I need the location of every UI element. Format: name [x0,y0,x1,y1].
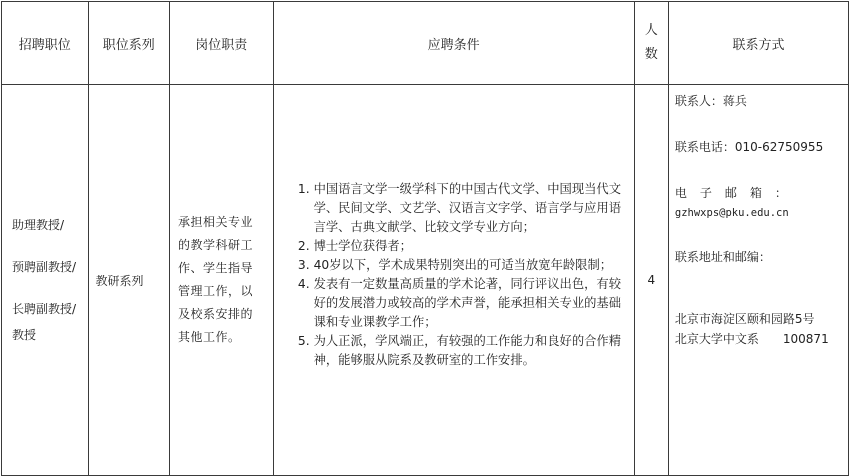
contact-email-link[interactable]: gzhwxps@pku.edu.cn [674,207,789,219]
contact-cell [668,85,848,476]
contact-person: 联系人：蒋兵 [674,94,747,108]
series-cell: 教研系列 [88,85,169,476]
contact-address-line-2: 北京大学中文系 100871 [674,332,829,346]
count-cell: 4 [634,85,668,476]
requirement-item-5: 5. 为人正派，学风端正，有较强的工作能力和良好的合作精神，能够服从院系及教研室的工作安排。 [314,332,624,370]
header-contact: 联系方式 [668,2,848,85]
table-row [2,85,849,476]
header-count [634,2,668,85]
header-requirements: 应聘条件 [273,2,634,85]
header-count-char-1: 人 [644,23,658,38]
requirement-item-3: 3. 40岁以下，学术成果特别突出的可适当放宽年龄限制； [314,256,624,275]
requirement-item-2: 2. 博士学位获得者； [314,237,624,256]
contact-address-label: 联系地址和邮编： [674,250,771,264]
header-duty: 岗位职责 [169,2,273,85]
header-series: 职位系列 [88,2,169,85]
header-count-char-2: 数 [644,47,658,62]
position-cell [2,85,89,476]
contact-address-line-1: 北京市海淀区颐和园路5号 [674,312,815,326]
requirements-list [296,180,624,370]
contact-phone: 联系电话：010-62750955 [674,140,824,154]
contact-email-label: 电子邮箱： [674,186,800,200]
requirements-cell [273,85,634,476]
duty-cell: 承担相关专业的教学科研工作、学生指导管理工作，以及校系安排的其他工作。 [169,85,273,476]
requirement-item-4: 4. 发表有一定数量高质量的学术论著，同行评议出色，有较好的发展潜力或较高的学术声誉，能承担相关专业的基础课和专业课教学工作； [314,275,624,332]
position-tenured-associate-professor: 长聘副教授/教授 [12,302,77,342]
header-row [2,2,849,85]
requirement-item-1: 1. 中国语言文学一级学科下的中国古代文学、中国现当代文学、民间文学、文艺学、汉语言文字学、语言学与应用语言学、古典文献学、比较文学专业方向； [314,180,624,237]
position-tenure-track-associate: 预聘副教授/ [12,260,77,274]
header-position: 招聘职位 [2,2,89,85]
position-assistant-professor: 助理教授/ [12,218,65,232]
recruitment-table [1,1,849,476]
